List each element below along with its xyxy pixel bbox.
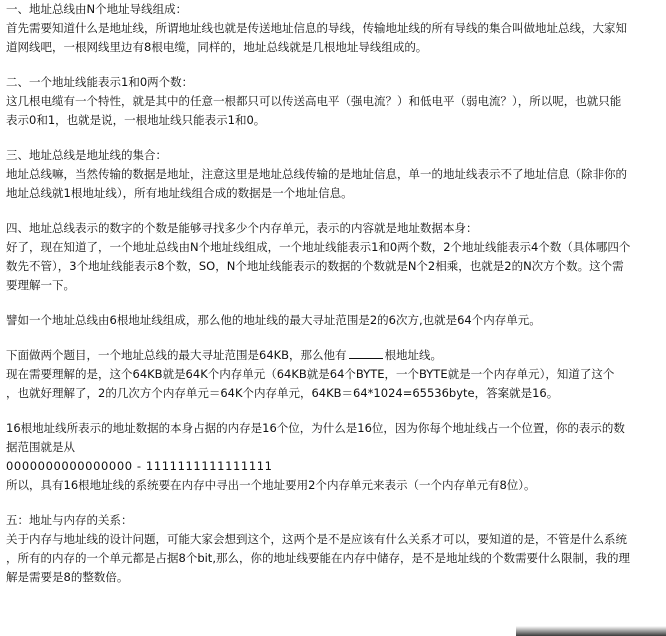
window-edge-shadow	[516, 626, 666, 636]
paragraph-line: ，也就好理解了，2的几次方个内存单元＝64K个内存单元，64KB＝64*1024=65536byte，答案就是16。	[6, 386, 559, 400]
paragraph-line: 16根地址线所表示的地址数据的本身占据的内存是16个位，为什么是16位，因为你每个地址线占一个位置，你的表示的数	[6, 421, 625, 435]
section-1	[6, 0, 660, 57]
paragraph-line: 地址总线就1根地址线），所有地址线组合成的数据是一个地址信息。	[6, 186, 353, 200]
section-heading: 四、地址总线表示的数字的个数是能够寻找多少个内存单元，表示的内容就是地址数据本身：	[6, 221, 478, 235]
paragraph-line: 数先不管），3个地址线能表示8个数，SO，N个地址线能表示的数据的个数就是N个2相乘，也就是2的N次方个数。这个需	[6, 259, 624, 273]
answer-blank	[349, 346, 383, 359]
paragraph-line: 这几根电缆有一个特性，就是其中的任意一根都只可以传送高电平（强电流？）和低电平（弱电流？），所以呢，也就只能	[6, 94, 622, 108]
section-2	[6, 73, 660, 130]
paragraph-line: 表示0和1，也就是说，一根地址线只能表示1和0。	[6, 113, 266, 127]
binary-range: 0000000000000000 - 1111111111111111	[6, 459, 273, 473]
section-heading: 三、地址总线是地址线的集合：	[6, 148, 167, 162]
question-text: 下面做两个题目，一个地址总线的最大寻址范围是64KB，那么他有	[6, 348, 347, 362]
paragraph-line: 所以，具有16根地址线的系统要在内存中寻出一个地址要用2个内存单元来表示（一个内存单元有8位）。	[6, 478, 536, 492]
exercise-paragraph	[6, 346, 660, 403]
section-4	[6, 219, 660, 295]
paragraph-line: 要理解一下。	[6, 278, 75, 292]
section-3	[6, 146, 660, 203]
example-paragraph	[6, 311, 660, 330]
paragraph-line: 譬如一个地址总线由6根地址线组成，那么他的地址线的最大寻址范围是2的6次方,也就是64个内存单元。	[6, 313, 541, 327]
paragraph-line: ，所有的内存的一个单元都是占据8个bit,那么，你的地址线要能在内存中储存，是不是地址线的个数需要什么限制，我的理	[6, 551, 630, 565]
paragraph-line: 首先需要知道什么是地址线，所谓地址线也就是传送地址信息的导线，传输地址线的所有导线的集合叫做地址总线，大家知	[6, 21, 627, 35]
document-body	[6, 0, 660, 587]
section-heading: 二、一个地址线能表示1和0两个数：	[6, 75, 194, 89]
section-5	[6, 511, 660, 587]
paragraph-line: 道网线吧，一根网线里边有8根电缆，同样的，地址总线就是几根地址导线组成的。	[6, 40, 428, 54]
section-heading: 五：地址与内存的关系：	[6, 513, 133, 527]
question-line	[6, 346, 660, 365]
section-heading: 一、地址总线由N个地址导线组成：	[6, 2, 188, 16]
question-suffix: 根地址线。	[384, 348, 443, 362]
paragraph-line: 现在需要理解的是，这个64KB就是64K个内存单元（64KB就是64个BYTE，一个BYTE就是一个内存单元），知道了这个	[6, 367, 615, 381]
bits-paragraph	[6, 419, 660, 495]
paragraph-line: 解是需要是8的整数倍。	[6, 570, 129, 584]
paragraph-line: 地址总线嘛，当然传输的数据是地址，注意这里是地址总线传输的是地址信息，单一的地址线表示不了地址信息（除非你的	[6, 167, 627, 181]
paragraph-line: 关于内存与地址线的设计问题，可能大家会想到这个，这两个是不是应该有什么关系才可以，要知道的是，不管是什么系统	[6, 532, 627, 546]
paragraph-line: 好了，现在知道了，一个地址总线由N个地址线组成，一个地址线能表示1和0两个数，2个地址线能表示4个数（具体哪四个	[6, 240, 631, 254]
paragraph-line: 据范围就是从	[6, 440, 75, 454]
